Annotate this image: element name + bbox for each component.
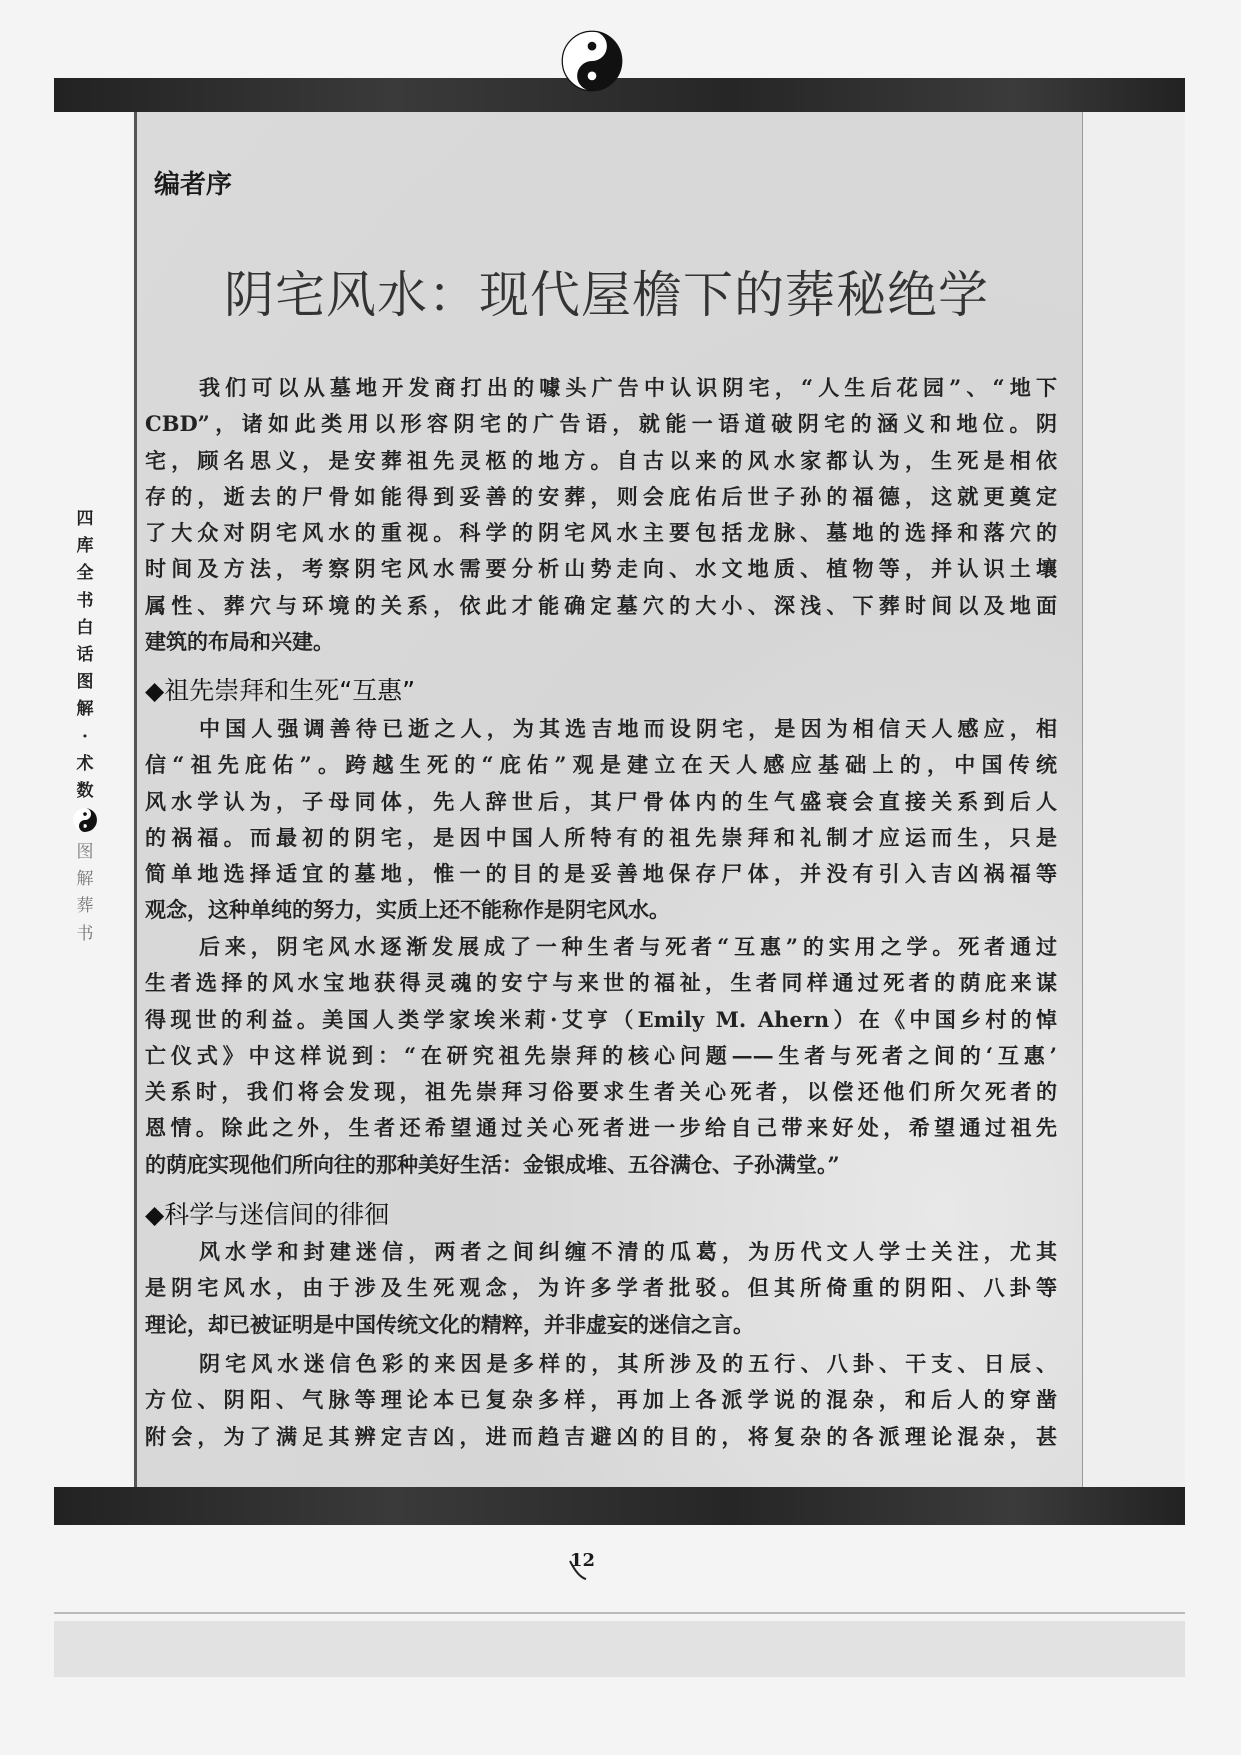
text-line: 风水学认为，子母同体，先人辞世后，其尸骨体内的生气盛衰会直接关系到后人 <box>145 788 1057 814</box>
text-line: 风水学和封建迷信，两者之间纠缠不清的瓜葛，为历代文人学士关注，尤其 <box>199 1239 1057 1264</box>
sidebar-char: 图 <box>76 672 94 693</box>
text-line: 我们可以从墓地开发商打出的噱头广告中认识阴宅，“人生后花园”、“地下 <box>199 375 1057 400</box>
sidebar-char: 四 <box>76 509 94 529</box>
bottom-bleed-strip <box>54 1621 1185 1677</box>
page-margin <box>1080 112 1185 1487</box>
paragraph-2 <box>145 711 1057 929</box>
text-line: 恩情。除此之外，生者还希望通过关心死者进一步给自己带来好处，希望通过祖先 <box>145 1115 1057 1141</box>
paragraph-5 <box>145 1346 1057 1455</box>
text-line: 理论，却已被证明是中国传统文化的精粹，并非虚妄的迷信之言。 <box>145 1311 754 1337</box>
text-line: 关系时，我们将会发现，祖先崇拜习俗要求生者关心死者，以偿还他们所欠死者的 <box>145 1079 1057 1105</box>
sidebar-char: 库 <box>76 536 94 557</box>
text-line: 生者选择的风水宝地获得灵魂的安宁与来世的福祉，生者同样通过死者的荫庇来谋 <box>145 970 1057 996</box>
paragraph-1 <box>145 370 1057 660</box>
text-line: 中国人强调善待已逝之人，为其选吉地而设阴宅，是因为相信天人感应，相 <box>199 716 1057 741</box>
bottom-decorative-bar <box>54 1487 1185 1525</box>
text-line: 方位、阴阳、气脉等理论本已复杂多样，再加上各派学说的混杂，和后人的穿凿 <box>145 1387 1057 1413</box>
page-number: 12 <box>570 1550 596 1571</box>
text-line: 了大众对阴宅风水的重视。科学的阴宅风水主要包括龙脉、墓地的选择和落穴的 <box>145 520 1057 546</box>
text-line: 阴宅风水迷信色彩的来因是多样的，其所涉及的五行、八卦、干支、日辰、 <box>199 1351 1057 1376</box>
sidebar-char: 术 <box>76 753 94 774</box>
sidebar-book-char: 书 <box>76 923 94 944</box>
text-line: CBD”，诸如此类用以形容阴宅的广告语，就能一语道破阴宅的涵义和地位。阴 <box>145 411 1057 437</box>
sidebar-char: 解 <box>76 699 94 720</box>
section-label: 编者序 <box>154 170 233 200</box>
text-line: 宅，顾名思义，是安葬祖先灵柩的地方。自古以来的风水家都认为，生死是相依 <box>145 447 1057 473</box>
text-line: 后来，阴宅风水逐渐发展成了一种生者与死者“互惠”的实用之学。死者通过 <box>199 934 1057 959</box>
text-line: 简单地选择适宜的墓地，惟一的目的是妥善地保存尸体，并没有引入吉凶祸福等 <box>145 861 1057 887</box>
sidebar-char: 话 <box>76 644 94 665</box>
text-line: 得现世的利益。美国人类学家埃米莉·艾亨（Emily M. Ahern）在《中国乡村的悼 <box>145 1006 1057 1032</box>
sidebar-book-char: 图 <box>76 842 94 863</box>
paragraph-4 <box>145 1234 1057 1343</box>
text-line: 建筑的布局和兴建。 <box>145 629 334 655</box>
text-line: 是阴宅风水，由于涉及生死观念，为许多学者批驳。但其所倚重的阴阳、八卦等 <box>145 1275 1057 1301</box>
sidebar-char: 数 <box>76 780 94 801</box>
yin-yang-icon <box>561 30 623 92</box>
text-line: 亡仪式》中这样说到：“在研究祖先崇拜的核心问题——生者与死者之间的‘互惠’ <box>145 1042 1057 1068</box>
text-line: 信“祖先庇佑”。跨越生死的“庇佑”观是建立在天人感应基础上的，中国传统 <box>145 752 1057 778</box>
subheading-science-superstition: ◆科学与迷信间的徘徊 <box>145 1200 390 1229</box>
text-line: 附会，为了满足其辨定吉凶，进而趋吉避凶的目的，将复杂的各派理论混杂，甚 <box>145 1423 1057 1449</box>
text-line: 的荫庇实现他们所向往的那种美好生活：金银成堆、五谷满仓、子孙满堂。” <box>145 1151 840 1177</box>
text-line: 的祸福。而最初的阴宅，是因中国人所特有的祖先崇拜和礼制才应运而生，只是 <box>145 824 1057 850</box>
text-line: 存的，逝去的尸骨如能得到妥善的安葬，则会庇佑后世子孙的福德，这就更奠定 <box>145 483 1057 509</box>
text-line: 时间及方法，考察阴宅风水需要分析山势走向、水文地质、植物等，并认识土壤 <box>145 556 1057 582</box>
text-line: 属性、葬穴与环境的关系，依此才能确定墓穴的大小、深浅、下葬时间以及地面 <box>145 592 1057 618</box>
subheading-ancestor-worship: ◆祖先崇拜和生死“互惠” <box>145 676 416 705</box>
paragraph-3 <box>145 929 1057 1183</box>
text-line: 观念，这种单纯的努力，实质上还不能称作是阴宅风水。 <box>145 897 670 923</box>
sidebar-book-char: 葬 <box>76 896 94 917</box>
sidebar-char: · <box>82 726 88 747</box>
divider <box>54 1612 1185 1614</box>
yin-yang-icon <box>72 805 98 835</box>
sidebar-char: 书 <box>76 590 94 611</box>
page-title: 阴宅风水：现代屋檐下的葬秘绝学 <box>224 266 989 324</box>
sidebar-book-char: 解 <box>76 869 94 890</box>
sidebar-char: 全 <box>76 563 94 584</box>
sidebar-char: 白 <box>76 617 94 638</box>
sidebar-series-title <box>72 506 98 948</box>
